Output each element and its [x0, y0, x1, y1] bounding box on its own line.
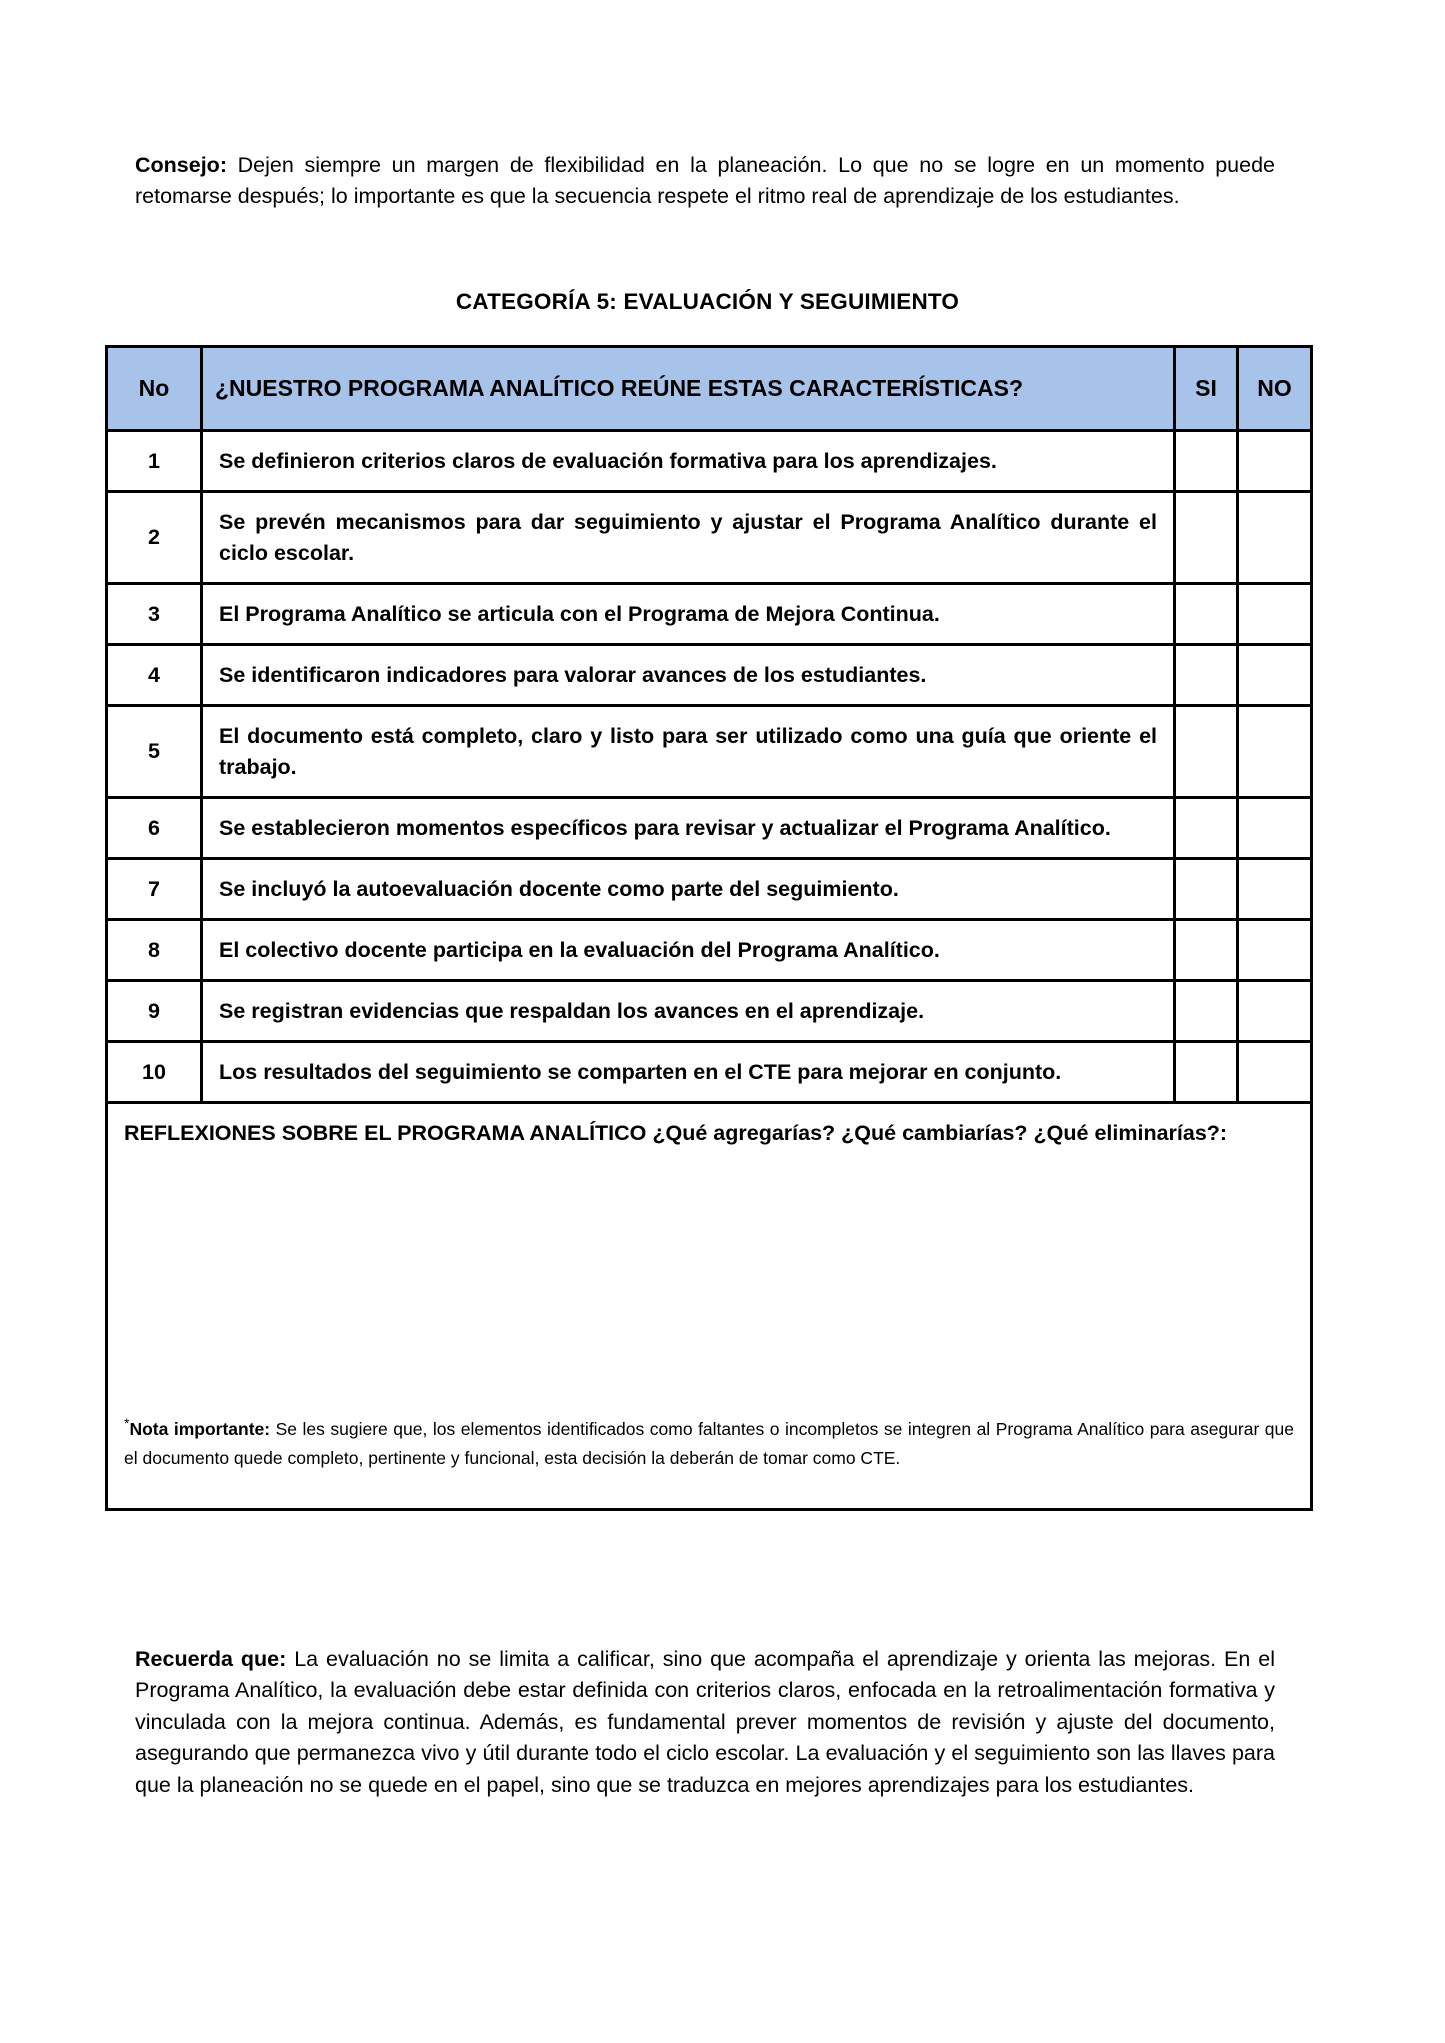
table-row — [107, 920, 1312, 981]
row-number: 3 — [107, 584, 202, 645]
recuerda-text: La evaluación no se limita a calificar, sino que acompaña el aprendizaje y orienta las mejoras. En el Programa Analítico, la evaluación debe estar definida con criterios claros, enfocada en la retroalimentación formativa y vinculada con la mejora continua. Además, es fundamental prever momentos de revisión y ajuste del documento, asegurando que permanezca vivo y útil durante todo el ciclo escolar. La evaluación y el seguimiento son las llaves para que la planeación no se quede en el papel, sino que se traduzca en mejores aprendizajes para los estudiantes. — [135, 1646, 1275, 1797]
no-cell[interactable] — [1238, 492, 1312, 584]
no-cell[interactable] — [1238, 798, 1312, 859]
reflections-row — [107, 1103, 1312, 1510]
si-cell[interactable] — [1175, 645, 1238, 706]
consejo-paragraph — [135, 150, 1275, 212]
no-cell[interactable] — [1238, 584, 1312, 645]
si-cell[interactable] — [1175, 920, 1238, 981]
row-number: 9 — [107, 981, 202, 1042]
row-question: Los resultados del seguimiento se comparten en el CTE para mejorar en conjunto. — [202, 1042, 1175, 1103]
row-question: El colectivo docente participa en la evaluación del Programa Analítico. — [202, 920, 1175, 981]
reflections-cell — [107, 1103, 1312, 1510]
checklist-table — [105, 345, 1313, 1511]
header-question: ¿NUESTRO PROGRAMA ANALÍTICO REÚNE ESTAS CARACTERÍSTICAS? — [202, 347, 1175, 431]
note-text: Se les sugiere que, los elementos identificados como faltantes o incompletos se integren al Programa Analítico para asegurar que el documento quede completo, pertinente y funcional, esta decisión la deberán de tomar como CTE. — [124, 1418, 1295, 1468]
si-cell[interactable] — [1175, 492, 1238, 584]
table-row — [107, 798, 1312, 859]
row-question: Se definieron criterios claros de evaluación formativa para los aprendizajes. — [202, 431, 1175, 492]
header-si: SI — [1175, 347, 1238, 431]
header-no: No — [107, 347, 202, 431]
si-cell[interactable] — [1175, 1042, 1238, 1103]
table-row — [107, 1042, 1312, 1103]
row-question: Se incluyó la autoevaluación docente como parte del seguimiento. — [202, 859, 1175, 920]
consejo-label: Consejo: — [135, 152, 227, 177]
table-row — [107, 584, 1312, 645]
row-question: El documento está completo, claro y listo para ser utilizado como una guía que oriente el trabajo. — [202, 706, 1175, 798]
table-row — [107, 431, 1312, 492]
table-row — [107, 706, 1312, 798]
row-number: 2 — [107, 492, 202, 584]
row-number: 1 — [107, 431, 202, 492]
reflections-answer-area[interactable] — [124, 1149, 1294, 1397]
no-cell[interactable] — [1238, 645, 1312, 706]
si-cell[interactable] — [1175, 706, 1238, 798]
si-cell[interactable] — [1175, 859, 1238, 920]
table-row — [107, 859, 1312, 920]
important-note — [124, 1415, 1294, 1473]
recuerda-label: Recuerda que: — [135, 1646, 287, 1671]
no-cell[interactable] — [1238, 431, 1312, 492]
row-number: 6 — [107, 798, 202, 859]
no-cell[interactable] — [1238, 706, 1312, 798]
header-no-col: NO — [1238, 347, 1312, 431]
si-cell[interactable] — [1175, 981, 1238, 1042]
no-cell[interactable] — [1238, 859, 1312, 920]
no-cell[interactable] — [1238, 1042, 1312, 1103]
recuerda-paragraph — [135, 1644, 1275, 1802]
row-question: Se establecieron momentos específicos para revisar y actualizar el Programa Analítico. — [202, 798, 1175, 859]
table-row — [107, 492, 1312, 584]
table-row — [107, 981, 1312, 1042]
row-number: 10 — [107, 1042, 202, 1103]
row-number: 7 — [107, 859, 202, 920]
no-cell[interactable] — [1238, 920, 1312, 981]
consejo-text: Dejen siempre un margen de flexibilidad en la planeación. Lo que no se logre en un momento puede retomarse después; lo importante es que la secuencia respete el ritmo real de aprendizaje de los estudiantes. — [135, 152, 1275, 208]
row-question: Se registran evidencias que respaldan los avances en el aprendizaje. — [202, 981, 1175, 1042]
row-question: El Programa Analítico se articula con el Programa de Mejora Continua. — [202, 584, 1175, 645]
header-row — [107, 347, 1312, 431]
row-number: 4 — [107, 645, 202, 706]
si-cell[interactable] — [1175, 584, 1238, 645]
note-label: Nota importante: — [129, 1418, 271, 1439]
note-asterisk: * — [124, 1414, 130, 1431]
category-title: CATEGORÍA 5: EVALUACIÓN Y SEGUIMIENTO — [455, 289, 960, 314]
row-question: Se prevén mecanismos para dar seguimiento y ajustar el Programa Analítico durante el ciclo escolar. — [202, 492, 1175, 584]
reflections-prompt: REFLEXIONES SOBRE EL PROGRAMA ANALÍTICO ¿Qué agregarías? ¿Qué cambiarías? ¿Qué eliminarías?: — [124, 1121, 1228, 1145]
row-number: 8 — [107, 920, 202, 981]
row-number: 5 — [107, 706, 202, 798]
row-question: Se identificaron indicadores para valorar avances de los estudiantes. — [202, 645, 1175, 706]
si-cell[interactable] — [1175, 798, 1238, 859]
no-cell[interactable] — [1238, 981, 1312, 1042]
table-row — [107, 645, 1312, 706]
si-cell[interactable] — [1175, 431, 1238, 492]
